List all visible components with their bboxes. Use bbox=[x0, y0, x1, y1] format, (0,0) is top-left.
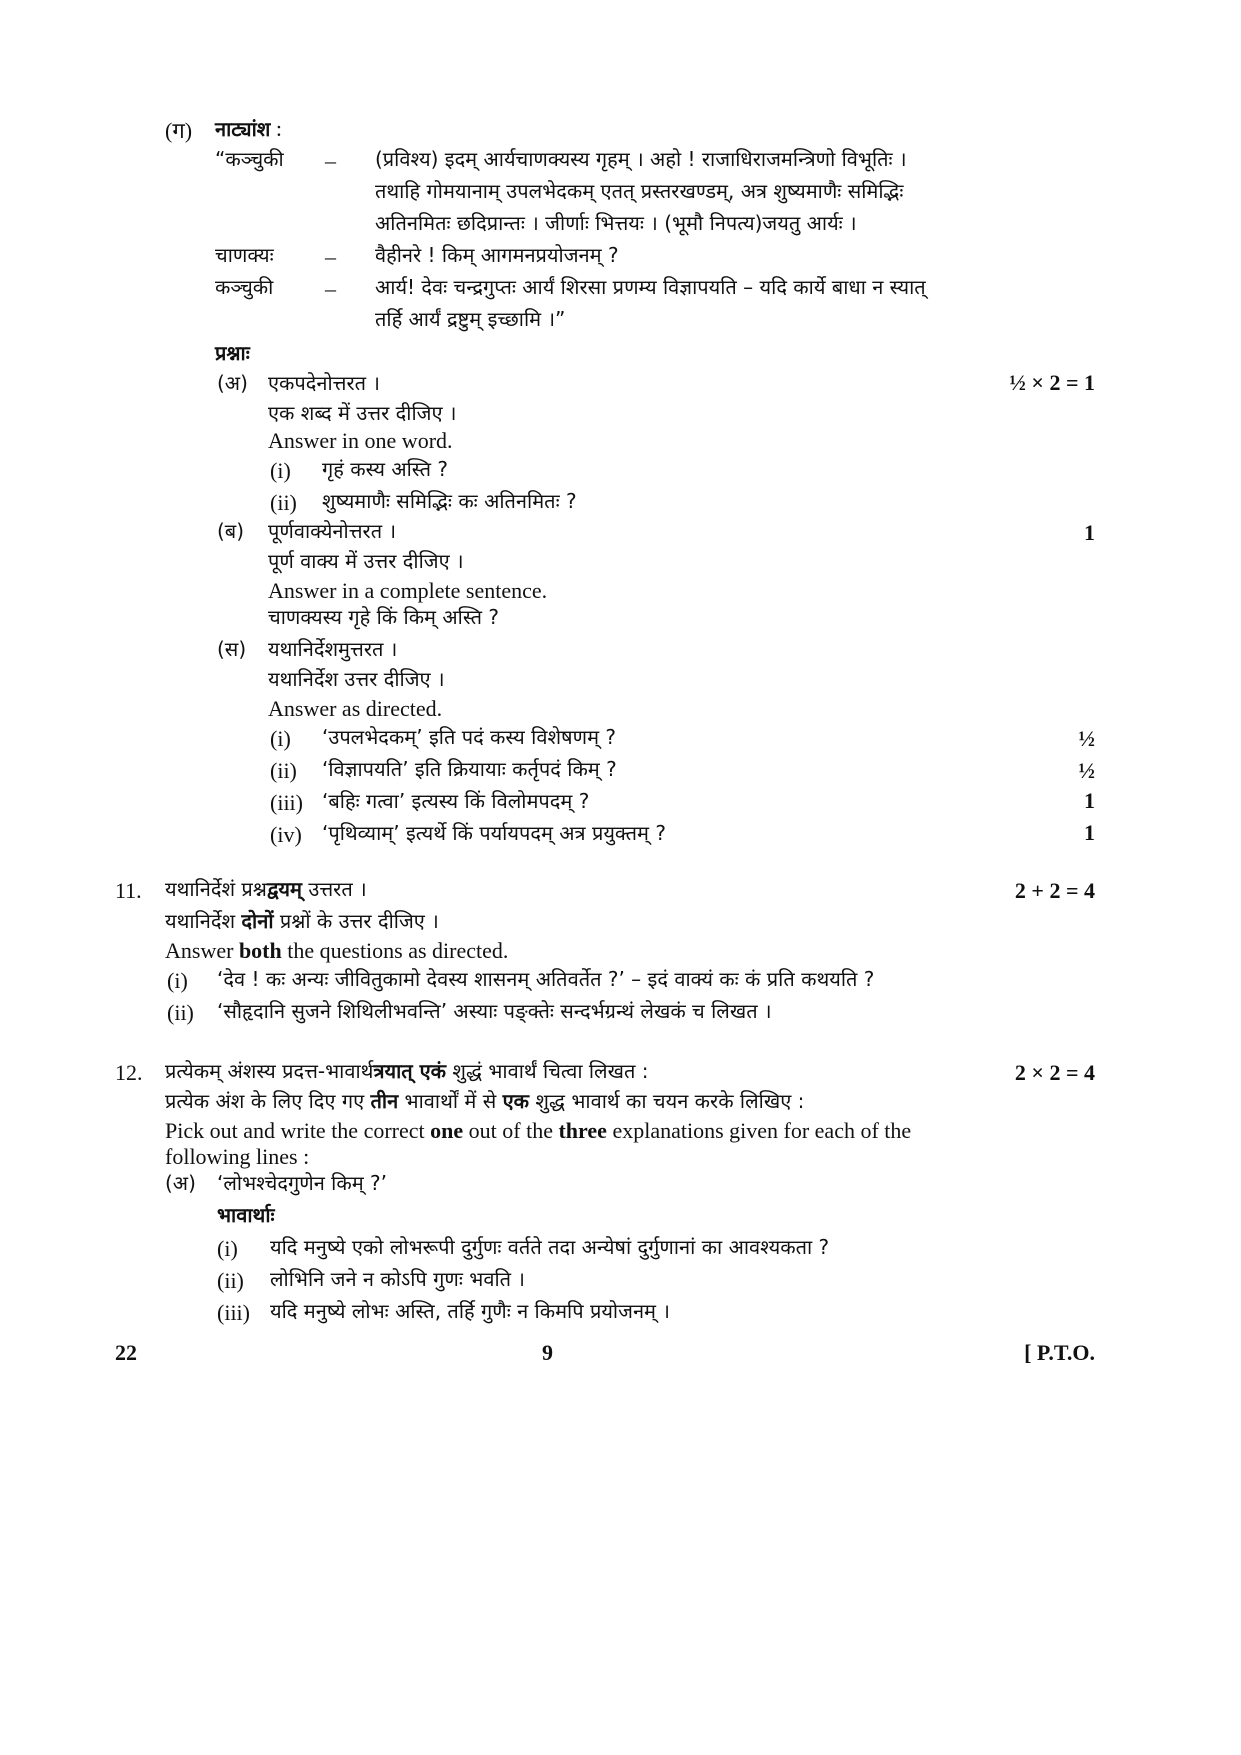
speaker-3: कञ्चुकी bbox=[215, 275, 274, 299]
item-num: (i) bbox=[270, 726, 291, 751]
speaker-1: “कञ्चुकी bbox=[215, 147, 284, 171]
instruction-hi: एक शब्द में उत्तर दीजिए । bbox=[268, 401, 457, 425]
text-bold: तीन bbox=[370, 1089, 399, 1113]
pto-label: [ P.T.O. bbox=[1024, 1340, 1095, 1365]
item-marks: ½ bbox=[1078, 758, 1095, 783]
text: उत्तरत । bbox=[302, 877, 367, 901]
item-marks: 1 bbox=[1084, 788, 1095, 813]
text-bold: त्रयात् एकं bbox=[373, 1059, 447, 1083]
quote-line: ‘लोभश्चेदगुणेन किम् ?’ bbox=[217, 1171, 387, 1195]
item-num: (i) bbox=[270, 458, 291, 483]
bhavartha-heading: भावार्थाः bbox=[217, 1203, 275, 1227]
item-text: शुष्यमाणैः समिद्भिः कः अतिनमितः ? bbox=[322, 489, 577, 513]
text-bold: one bbox=[430, 1118, 464, 1143]
dialogue-line: तथाहि गोमयानाम् उपलभेदकम् एतत् प्रस्तरखण्डम्, अत्र शुष्यमाणैः समिद्भिः bbox=[375, 179, 904, 203]
text: Answer bbox=[165, 938, 239, 963]
page-number: 9 bbox=[542, 1340, 553, 1365]
text: Pick out and write the correct bbox=[165, 1118, 431, 1143]
sub-label-a: (अ) bbox=[165, 1171, 196, 1195]
option-num: (i) bbox=[217, 1236, 238, 1261]
text: यथानिर्देश bbox=[165, 909, 242, 933]
dialogue-line: तर्हि आर्यं द्रष्टुम् इच्छामि ।” bbox=[375, 307, 566, 331]
marks-b: 1 bbox=[1084, 520, 1095, 545]
dialogue-line: वैहीनरे ! किम् आगमनप्रयोजनम् ? bbox=[375, 243, 619, 267]
text: शुद्ध भावार्थ का चयन करके लिखिए : bbox=[529, 1089, 805, 1113]
text: प्रश्नों के उत्तर दीजिए । bbox=[273, 909, 439, 933]
sub-label-c: (स) bbox=[217, 637, 247, 661]
text-bold: three bbox=[558, 1118, 607, 1143]
marks-11: 2 + 2 = 4 bbox=[1014, 878, 1095, 903]
heading-text: नाट्यांश bbox=[215, 117, 271, 141]
instruction-en: Answer in a complete sentence. bbox=[268, 578, 548, 603]
q12-instruction-en-1 bbox=[165, 1118, 911, 1143]
text: प्रत्येकम् अंशस्य प्रदत्त-भावार्थ bbox=[165, 1059, 374, 1083]
q12-instruction-hi bbox=[165, 1090, 804, 1113]
instruction-en: Answer in one word. bbox=[268, 428, 453, 453]
question-number-12: 12. bbox=[115, 1060, 143, 1085]
q12-instruction-en-2: following lines : bbox=[165, 1144, 310, 1169]
item-num: (ii) bbox=[167, 1000, 194, 1025]
text-bold: एक bbox=[502, 1089, 530, 1113]
text-bold: दोनों bbox=[241, 909, 274, 933]
item-text: ‘सौहृदानि सुजने शिथिलीभवन्ति’ अस्याः पङ्क्तेः सन्दर्भग्रन्थं लेखकं च लिखत । bbox=[217, 999, 772, 1023]
q11-instruction-hi bbox=[165, 910, 439, 933]
item-text: ‘विज्ञापयति’ इति क्रियायाः कर्तृपदं किम् ? bbox=[322, 757, 617, 781]
item-num: (ii) bbox=[270, 490, 297, 515]
item-text: ‘देव ! कः अन्यः जीवितुकामो देवस्य शासनम् अतिवर्तेत ?’ – इदं वाक्यं कः कं प्रति कथयति ? bbox=[217, 967, 875, 991]
option-text: यदि मनुष्ये लोभः अस्ति, तर्हि गुणैः न किमपि प्रयोजनम् । bbox=[270, 1299, 670, 1323]
text: शुद्धं भावार्थं चित्वा लिखत : bbox=[446, 1059, 649, 1083]
speaker-2: चाणक्यः bbox=[215, 243, 274, 267]
question-number-11: 11. bbox=[115, 878, 142, 903]
instruction-sa: यथानिर्देशमुत्तरत । bbox=[268, 637, 398, 661]
dash-3: – bbox=[325, 276, 336, 301]
option-text: यदि मनुष्ये एको लोभरूपी दुर्गुणः वर्तते तदा अन्येषां दुर्गुणानां का आवश्यकता ? bbox=[270, 1235, 830, 1259]
dialogue-line: आर्य! देवः चन्द्रगुप्तः आर्यं शिरसा प्रणम्य विज्ञापयति – यदि कार्ये बाधा न स्यात् bbox=[375, 275, 926, 299]
section-label: (ग) bbox=[165, 118, 193, 143]
question-text: चाणक्यस्य गृहे किं किम् अस्ति ? bbox=[268, 605, 499, 629]
instruction-hi: यथानिर्देश उत्तर दीजिए । bbox=[268, 667, 445, 691]
item-text: ‘उपलभेदकम्’ इति पदं कस्य विशेषणम् ? bbox=[322, 725, 616, 749]
text-bold: द्वयम् bbox=[266, 877, 302, 901]
instruction-sa: पूर्णवाक्येनोत्तरत । bbox=[268, 519, 397, 543]
section-heading bbox=[215, 116, 282, 141]
item-marks: 1 bbox=[1084, 820, 1095, 845]
instruction-sa: एकपदेनोत्तरत । bbox=[268, 371, 381, 395]
dialogue-line: (प्रविश्य) इदम् आर्यचाणक्यस्य गृहम् । अहो ! राजाधिराजमन्त्रिणो विभूतिः । bbox=[375, 147, 907, 171]
dash-1: – bbox=[325, 148, 336, 173]
prashna-heading: प्रश्नाः bbox=[215, 341, 250, 365]
item-marks: ½ bbox=[1078, 726, 1095, 751]
text: प्रत्येक अंश के लिए दिए गए bbox=[165, 1089, 371, 1113]
item-num: (i) bbox=[167, 968, 188, 993]
marks-a: ½ × 2 = 1 bbox=[1009, 370, 1095, 395]
text: explanations given for each of the bbox=[606, 1118, 912, 1143]
q11-instruction-en bbox=[165, 938, 508, 963]
text: भावार्थों में से bbox=[398, 1089, 503, 1113]
text: out of the bbox=[463, 1118, 559, 1143]
option-num: (iii) bbox=[217, 1300, 250, 1325]
item-text: गृहं कस्य अस्ति ? bbox=[322, 457, 448, 481]
dash-2: – bbox=[325, 244, 336, 269]
instruction-hi: पूर्ण वाक्य में उत्तर दीजिए । bbox=[268, 549, 464, 573]
dialogue-line: अतिनमितः छदिप्रान्तः । जीर्णाः भित्तयः । (भूमौ निपत्य)जयतु आर्यः । bbox=[375, 211, 857, 235]
text: यथानिर्देशं प्रश्न bbox=[165, 877, 267, 901]
footer-code: 22 bbox=[115, 1340, 137, 1365]
option-num: (ii) bbox=[217, 1268, 244, 1293]
item-text: ‘पृथिव्याम्’ इत्यर्थे किं पर्यायपदम् अत्र प्रयुक्तम् ? bbox=[322, 821, 666, 845]
instruction-en: Answer as directed. bbox=[268, 696, 443, 721]
item-text: ‘बहिः गत्वा’ इत्यस्य किं विलोमपदम् ? bbox=[322, 789, 590, 813]
sub-label-b: (ब) bbox=[217, 519, 245, 543]
sub-label-a: (अ) bbox=[217, 371, 248, 395]
item-num: (ii) bbox=[270, 758, 297, 783]
heading-colon: : bbox=[270, 116, 282, 141]
marks-12: 2 × 2 = 4 bbox=[1014, 1060, 1095, 1085]
text: the questions as directed. bbox=[281, 938, 509, 963]
item-num: (iii) bbox=[270, 790, 303, 815]
q12-instruction-sa bbox=[165, 1060, 648, 1083]
q11-instruction-sa bbox=[165, 878, 367, 901]
item-num: (iv) bbox=[270, 822, 302, 847]
option-text: लोभिनि जने न कोऽपि गुणः भवति । bbox=[270, 1267, 525, 1291]
text-bold: both bbox=[238, 938, 282, 963]
